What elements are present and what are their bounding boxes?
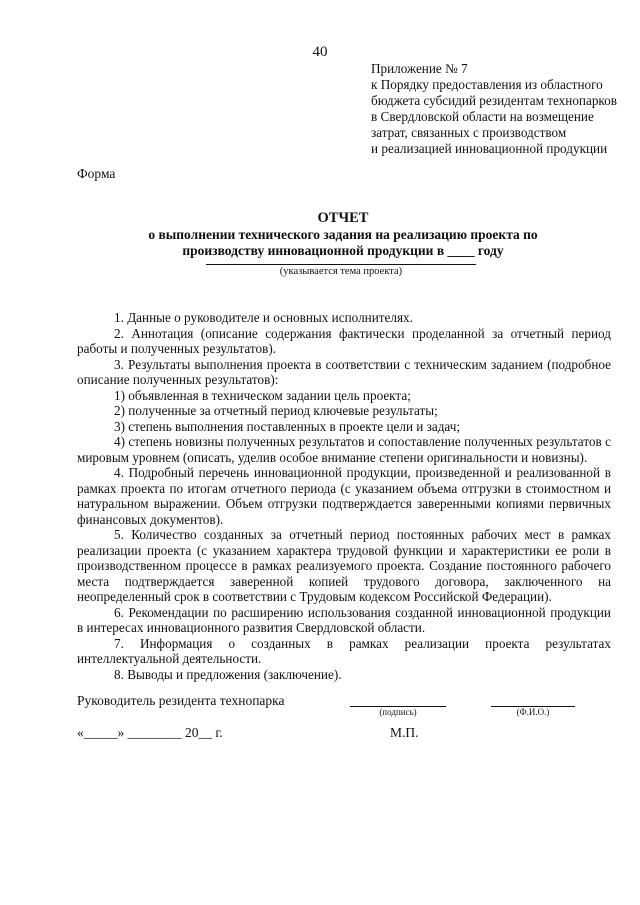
appendix-line: к Порядку предоставления из областного	[371, 77, 603, 92]
appendix-line: Приложение № 7	[371, 61, 468, 76]
report-item: 2) полученные за отчетный период ключевые результаты;	[114, 403, 438, 418]
report-item: 1) объявленная в техническом задании цель проекта;	[114, 387, 411, 403]
report-items	[77, 310, 611, 682]
report-item: 3. Результаты выполнения проекта в соответствии с техническим заданием (подробное описание полученных результатов):	[77, 356, 611, 387]
report-item: 1. Данные о руководителе и основных исполнителях.	[114, 310, 413, 325]
appendix-line: бюджета субсидий резидентам технопарков	[371, 93, 617, 108]
appendix-line: и реализацией инновационной продукции	[371, 141, 608, 156]
form-label: Форма	[77, 166, 116, 181]
report-item: 7. Информация о созданных в рамках реализации проекта результатах интеллектуальной деятельности.	[77, 635, 611, 666]
report-item: 8. Выводы и предложения (заключение).	[114, 666, 342, 682]
page-number: 40	[312, 44, 328, 60]
topic-underline	[206, 264, 476, 265]
report-item: 5. Количество созданных за отчетный период постоянных рабочих мест в рамках реализации проекта (с указанием характера трудовой функции и характеристики ее роли в производственном процессе в рамках реализуемого проекта. Создание постоянного рабочего места подтверждается заверенной копией трудового договора, заключенного на неопределенный срок в соответствии с Трудовым кодексом Российской Федерации).	[77, 527, 611, 604]
signatory-label: Руководитель резидента технопарка	[77, 693, 285, 708]
appendix-line: в Свердловской области на возмещение	[371, 109, 594, 124]
stamp-place: М.П.	[390, 725, 419, 740]
appendix-line: затрат, связанных с производством	[371, 125, 567, 140]
date-field: «_____» ________ 20__ г.	[77, 725, 223, 740]
report-item: 3) степень выполнения поставленных в проекте цели и задач;	[114, 418, 461, 434]
report-item: 4) степень новизны полученных результатов и сопоставление полученных результатов с мировым уровнем (описать, уделив особое внимание степени оригинальности и новизны).	[77, 434, 611, 465]
appendix-header	[371, 61, 633, 157]
topic-hint: (указывается тема проекта)	[279, 266, 403, 277]
fio-hint: (Ф.И.О.)	[516, 707, 550, 717]
report-item: 6. Рекомендации по расширению использования созданной инновационной продукции в интересах инновационного развития Свердловской области.	[77, 604, 611, 635]
report-item: 4. Подробный перечень инновационной продукции, произведенной и реализованной в рамках проекта по итогам отчетного периода (с указанием объема отгрузки в стоимостном и натуральном выражении. Объем отгрузки подтверждается заверенными копиями первичных финансовых документов).	[77, 465, 611, 527]
report-item: 2. Аннотация (описание содержания фактически проделанной за отчетный период работы и полученных результатов).	[77, 325, 611, 356]
signature-hint: (подпись)	[379, 707, 417, 717]
report-subtitle: о выполнении технического задания на реализацию проекта по производству инновационной продукции в ____ году	[148, 227, 538, 258]
report-title: ОТЧЕТ	[317, 210, 369, 226]
